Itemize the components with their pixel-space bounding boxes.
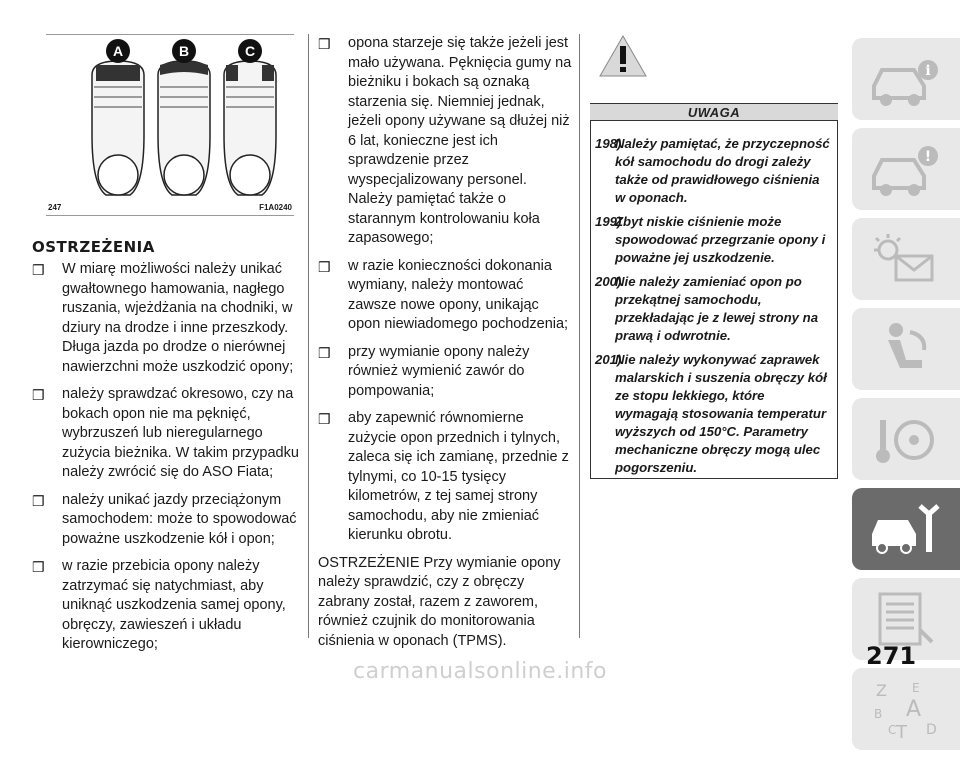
svg-text:!: !	[924, 149, 932, 165]
left-column	[32, 34, 300, 663]
tire-c-drawing	[224, 61, 276, 195]
list-item	[318, 257, 572, 335]
list-item	[32, 491, 300, 550]
figure-label-a: A	[112, 43, 124, 59]
list-item-text: opona starzeje się także jeżeli jest mało używana. Pęknięcia gumy na bieżniku i bokach są oznaką starzenia się. Niemniej jednak, jeżeli opony używane są dłużej niż 6 lat, konieczne jest ich sprawdzenie przez wyspecjalizowany personel. Należy pamiętać także o starannym kontrolowaniu koła zapasowego;	[348, 35, 572, 246]
tab-car-warning[interactable]	[852, 128, 960, 210]
warning-title: UWAGA	[590, 103, 838, 121]
warning-item-number: 199)	[595, 214, 622, 229]
figure-label-c: C	[244, 43, 256, 59]
list-item	[318, 34, 572, 249]
car-info-icon	[866, 46, 946, 112]
warning-item-number: 200)	[595, 274, 622, 289]
svg-text:i: i	[925, 63, 931, 79]
svg-text:E: E	[912, 681, 920, 695]
list-item-text: przy wymianie opony należy również wymienić zawór do pompowania;	[348, 343, 530, 399]
column-divider	[308, 34, 309, 638]
steering-key-icon	[866, 406, 946, 472]
watermark: carmanualsonline.info	[353, 659, 607, 684]
seat-airbag-icon	[866, 316, 946, 382]
tab-car-info[interactable]	[852, 38, 960, 120]
checkbox-bullet-icon: ❒	[32, 559, 45, 575]
figure-number: 247	[48, 203, 62, 212]
warning-item-number: 198)	[595, 136, 622, 151]
svg-text:D: D	[926, 722, 937, 738]
tab-car-wrench[interactable]	[852, 488, 960, 570]
checkbox-bullet-icon: ❒	[318, 411, 331, 427]
figure-code: F1A0240	[259, 203, 292, 212]
tab-steering-key[interactable]	[852, 398, 960, 480]
checkbox-bullet-icon: ❒	[32, 262, 45, 278]
list-item	[32, 557, 300, 655]
figure-label-b: B	[178, 43, 190, 59]
tire-wear-illustration	[46, 35, 294, 217]
tab-dashboard-lights[interactable]	[852, 218, 960, 300]
right-column	[590, 34, 838, 479]
checkbox-bullet-icon: ❒	[32, 387, 45, 403]
list-item-text: W miarę możliwości należy unikać gwałtownego hamowania, nagłego ruszania, wjeżdżania na chodniki, w dziury na drodze i inne przeszkody. Długa jazda po drodze o nierównej nawierzchni może uszkodzić opony;	[62, 261, 294, 375]
list-item	[32, 385, 300, 483]
car-wrench-icon	[866, 496, 946, 562]
warning-item-text: Zbyt niskie ciśnienie może spowodować przegrzanie opony i poważne jej uszkodzenie.	[615, 214, 826, 265]
list-item	[318, 343, 572, 402]
checkbox-bullet-icon: ❒	[32, 492, 45, 509]
warning-box	[590, 121, 838, 479]
index-letters-icon	[866, 676, 946, 742]
svg-text:B: B	[874, 707, 883, 721]
list-item-text: w razie przebicia opony należy zatrzymać się natychmiast, aby uniknąć uszkodzenia samej opony, obręczy, zawieszeń i układu kierowniczego;	[62, 558, 286, 652]
tpms-note: OSTRZEŻENIE Przy wymianie opony należy sprawdzić, czy z obręczy zabrany został, razem z zaworem, również czujnik do monitorowania ciśnienia w oponach (TPMS).	[318, 554, 561, 649]
page-number: 271	[866, 642, 917, 670]
warning-item-text: Nie należy wykonywać zaprawek malarskich i suszenia obręczy kół ze stopu lekkiego, które wymagają stosowania temperatur wyższych od 150°C. Parametry mechaniczne obręczy mogą ulec pogorszeniu.	[615, 352, 827, 475]
warning-item-text: Nie należy zamieniać opon po przekątnej samochodu, przekładając je z lewej strony na prawą i odwrotnie.	[615, 274, 819, 343]
warning-item-number: 201)	[595, 352, 622, 367]
warning-item	[595, 213, 831, 267]
svg-text:C: C	[888, 723, 897, 737]
warning-item-text: Należy pamiętać, że przyczepność kół samochodu do drogi zależy także od prawidłowego ciśnienia w oponach.	[615, 136, 830, 205]
svg-text:Z: Z	[876, 681, 887, 700]
list-item	[318, 409, 572, 546]
column-divider	[579, 34, 580, 638]
list-item-text: w razie konieczności dokonania wymiany, należy montować zawsze nowe opony, unikając opon niewiadomego pochodzenia;	[348, 257, 569, 332]
checkbox-bullet-icon: ❒	[318, 258, 331, 275]
section-heading: OSTRZEŻENIA	[32, 238, 155, 256]
tire-b-drawing	[158, 61, 210, 195]
svg-text:T: T	[896, 722, 907, 743]
checkbox-bullet-icon: ❒	[318, 344, 331, 361]
dashboard-lights-icon	[866, 226, 946, 292]
list-item	[32, 260, 300, 377]
list-item-text: należy sprawdzać okresowo, czy na bokach opon nie ma pęknięć, wybrzuszeń lub nieregularnego zużycia bieżnika. W takim przypadku należy zwrócić się do ASO Fiata;	[62, 386, 299, 480]
car-warning-icon	[866, 136, 946, 202]
list-item-text: aby zapewnić równomierne zużycie opon przednich i tylnych, zaleca się ich zamianę, przednie z tylnymi, co 10-15 tysięcy kilometrów, z tej samej strony samochodu, aby nie zmieniać kierunku obrotu.	[348, 410, 569, 543]
warning-item	[595, 135, 831, 207]
list-item-text: należy unikać jazdy przeciążonym samochodem: może to spowodować poważne uszkodzenie kół i opon;	[62, 491, 297, 547]
warning-item	[595, 351, 831, 477]
warning-item	[595, 273, 831, 345]
tab-seat-airbag[interactable]	[852, 308, 960, 390]
tire-a-drawing	[92, 61, 144, 195]
svg-text:A: A	[906, 697, 922, 722]
warning-triangle-icon	[598, 34, 648, 78]
tire-wear-figure	[46, 34, 294, 216]
checkbox-bullet-icon: ❒	[318, 36, 331, 52]
middle-column	[318, 34, 572, 651]
